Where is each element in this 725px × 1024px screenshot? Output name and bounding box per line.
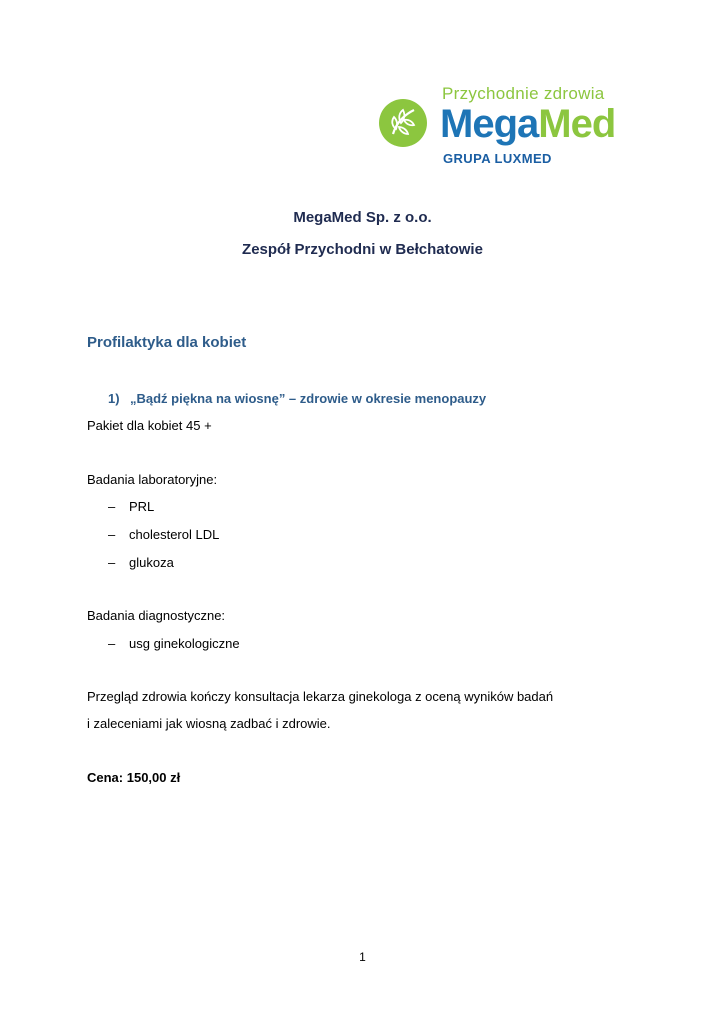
diag-test-label: usg ginekologiczne	[129, 636, 240, 651]
logo-wordmark	[440, 98, 615, 150]
item-heading	[108, 391, 486, 406]
list-item	[108, 527, 219, 542]
page-number: 1	[359, 950, 366, 964]
bullet-dash: –	[108, 527, 116, 542]
item-number: 1)	[108, 391, 120, 406]
megamed-logo	[376, 84, 636, 168]
bullet-dash: –	[108, 555, 116, 570]
list-item	[108, 555, 174, 570]
logo-word-med: Med	[538, 102, 616, 146]
summary-line-1: Przegląd zdrowia kończy konsultacja lekarza ginekologa z oceną wyników badań	[87, 689, 554, 704]
list-item	[108, 499, 154, 514]
lab-test-label: glukoza	[129, 555, 174, 570]
lab-heading: Badania laboratoryjne:	[87, 472, 218, 487]
diag-heading: Badania diagnostyczne:	[87, 608, 226, 623]
company-name: MegaMed Sp. z o.o.	[293, 209, 432, 226]
lab-test-label: PRL	[129, 499, 155, 514]
logo-word-mega: Mega	[440, 102, 539, 146]
lab-test-label: cholesterol LDL	[129, 527, 220, 542]
leaf-emblem-icon	[378, 98, 428, 148]
item-title: „Bądź piękna na wiosnę” – zdrowie w okresie menopauzy	[130, 391, 487, 406]
logo-group-name: GRUPA LUXMED	[443, 151, 552, 166]
package-label: Pakiet dla kobiet 45 +	[87, 418, 212, 433]
logo-tagline: Przychodnie zdrowia	[442, 84, 605, 103]
bullet-dash: –	[108, 636, 116, 651]
bullet-dash: –	[108, 499, 116, 514]
clinic-name: Zespół Przychodni w Bełchatowie	[242, 241, 483, 258]
section-title: Profilaktyka dla kobiet	[87, 334, 247, 351]
price-label: Cena: 150,00 zł	[87, 770, 181, 785]
summary-line-2: i zaleceniami jak wiosną zadbać i zdrowie.	[87, 716, 331, 731]
list-item	[108, 636, 240, 651]
